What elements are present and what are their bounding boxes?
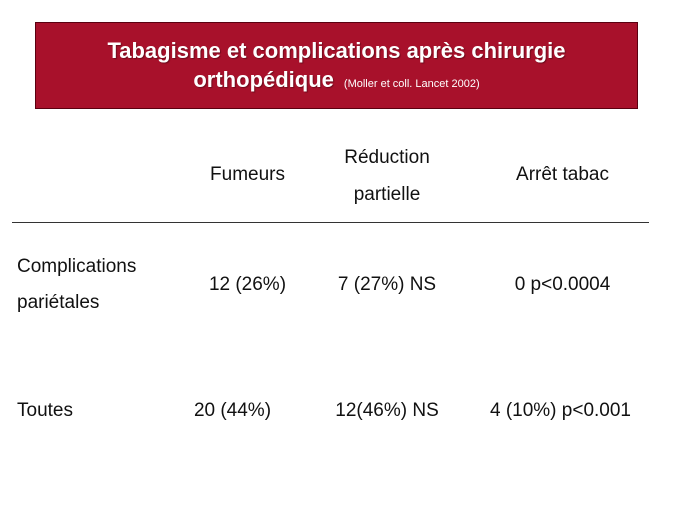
column-header-stopped-smoking-text: Arrêt tabac	[516, 164, 609, 185]
table-cell: 20 (44%)	[193, 400, 272, 421]
column-header-smokers	[190, 163, 305, 187]
row-label-wound-complications	[17, 255, 136, 315]
table-cell: 12 (26%)	[208, 274, 287, 295]
row-label-wound-complications-line-2: pariétales	[17, 292, 100, 313]
table-cell: 7 (27%) NS	[337, 274, 437, 295]
citation: (Moller et coll. Lancet 2002)	[343, 78, 480, 90]
column-header-partial-reduction-line-1: Réduction	[344, 147, 430, 168]
column-header-smokers-text: Fumeurs	[210, 164, 285, 185]
column-header-stopped-smoking	[485, 163, 640, 187]
row-label-all: Toutes	[17, 400, 73, 421]
table-cell: 4 (10%) p<0.001	[489, 400, 631, 421]
header-divider	[12, 222, 649, 223]
title-line-1: Tabagisme et complications après chirurgie	[107, 38, 566, 63]
table-cell: 12(46%) NS	[335, 400, 439, 421]
title-line-2-text: orthopédique	[193, 67, 334, 92]
column-header-partial-reduction-line-2: partielle	[353, 184, 421, 205]
column-header-partial-reduction	[322, 146, 452, 207]
table-cell: 0 p<0.0004	[514, 274, 611, 295]
row-label-wound-complications-line-1: Complications	[17, 256, 137, 277]
